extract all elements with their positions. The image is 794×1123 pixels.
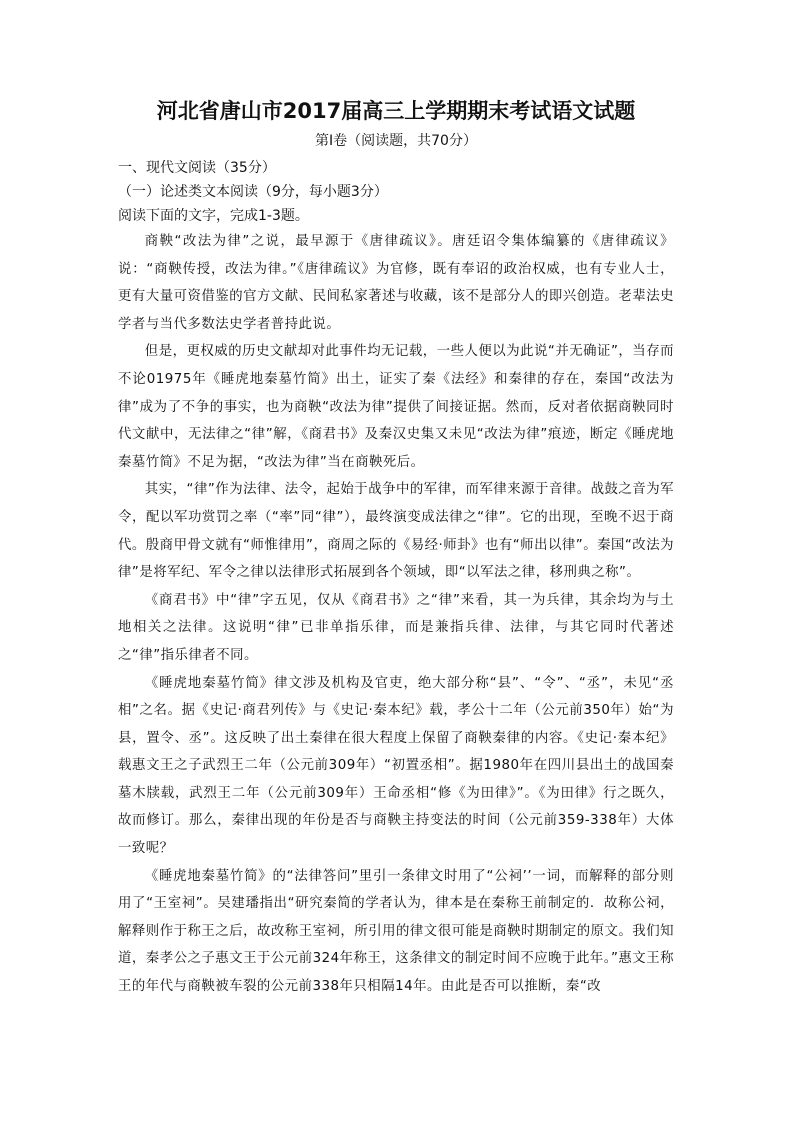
volume-subtitle: 第Ⅰ卷（阅读题，共70分） [315, 133, 477, 149]
paragraph-6: 《睡虎地秦墓竹简》的“法律答问”里引一条律文时用了“公祠’’一词，而解释的部分则用了“王室祠”。吴建璠指出“研究秦简的学者认为，律本是在秦称王前制定的．故称公祠，解释则作于称王之后，故改称王室祠，所引用的律文很可能是商鞅时期制定的原文。我们知道，秦孝公之子惠文王于公元前324年称王，这条律文的制定时间不应晚于此年。”惠文王称王的年代与商鞅被车裂的公元前338年只相隔14年。由此是否可以推断，秦“改 [118, 868, 674, 995]
paragraph-3: 其实，“律”作为法律、法令，起始于战争中的军律，而军律来源于音律。战鼓之音为军令，配以军功赏罚之率（“率”同“律”），最终演变成法律之“律”。它的出现，至晚不迟于商代。殷商甲骨文就有“师惟律用”，商周之际的《易经·师卦》也有“师出以律”。秦国“改法为律”是将军纪、军令之律以法律形式拓展到各个领域，即“以军法之律，移刑典之称”。 [118, 482, 674, 581]
paragraph-1: 商鞅“改法为律”之说，最早源于《唐律疏议》。唐廷诏令集体编纂的《唐律疏议》说：“商鞅传授，改法为律。”《唐律疏议》为官修，既有奉诏的政治权威，也有专业人士，更有大量可资借鉴的官方文献、民间私家著述与收藏，该不是部分人的即兴创造。老辈法史学者与当代多数法史学者普持此说。 [118, 234, 674, 332]
paragraph-5: 《睡虎地秦墓竹简》律文涉及机构及官吏，绝大部分称“县”、“令”、“丞”，未见“丞相”之名。据《史记·商君列传》与《史记·秦本纪》载，孝公十二年（公元前350年）始“为县，置令、丞”。这反映了出土秦律在很大程度上保留了商鞅秦律的内容。《史记·秦本纪》载惠文王之子武烈王二年（公元前309年）“初置丞相”。据1980年在四川县出土的战国秦墓木牍载，武烈王二年（公元前309年）王命丞相“修《为田律》”。《为田律》行之既久，故而修订。那么，秦律出现的年份是否与商鞅主持变法的时间（公元前359-338年）大体一致呢？ [118, 675, 674, 857]
document-title: 河北省唐山市2017届高三上学期期末考试语文试题 [156, 99, 636, 123]
reading-instruction: 阅读下面的文字，完成1-3题。 [118, 208, 309, 224]
section-heading: 一、现代文阅读（35分） [118, 160, 276, 176]
subsection-heading: （一）论述类文本阅读（9分，每小题3分） [118, 184, 388, 200]
paragraph-2: 但是，更权威的历史文献却对此事件均无记载，一些人便以为此说“并无确证”，当存而不论01975年《睡虎地秦墓竹简》出土，证实了秦《法经》和秦律的存在，秦国“改法为律”成为了不争的事实，也为商鞅“改法为律”提供了间接证据。然而，反对者依据商鞅同时代文献中，无法律之“律”解，《商君书》及秦汉史集又未见“改法为律”痕迹，断定《睡虎地秦墓竹简》不足为据，“改法为律”当在商鞅死后。 [118, 344, 674, 470]
paragraph-4: 《商君书》中“律”字五见，仅从《商君书》之“律”来看，其一为兵律，其余均为与土地相关之法律。这说明“律”已非单指乐律，而是兼指兵律、法律，与其它同时代著述之“律”指乐律者不同。 [118, 592, 674, 663]
